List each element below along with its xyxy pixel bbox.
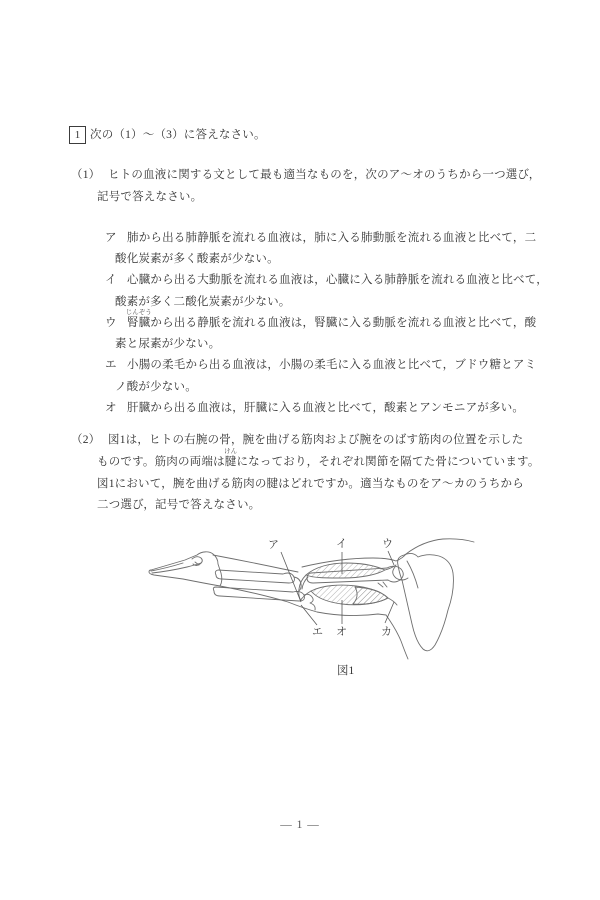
figure-label-i: イ <box>336 538 347 550</box>
option-o-marker: オ <box>105 402 117 414</box>
furigana-jinzou: じんぞう <box>125 308 152 316</box>
furigana-ken: けん <box>224 447 238 455</box>
scapula-bone <box>398 553 454 650</box>
leader-line-u <box>388 551 394 565</box>
ruby-tendon <box>224 447 238 469</box>
q2-text-line1: 図1は，ヒトの右腕の骨，腕を曲げる筋肉および腕をのばす筋肉の位置を示した <box>108 434 524 446</box>
shoulder-tendon-marks <box>378 582 387 587</box>
option-i-text-line1: 心臓から出る大動脈を流れる血液は，心臓に入る肺静脈を流れる血液と比べて， <box>127 274 548 286</box>
figure-caption: 図1 <box>337 665 355 677</box>
figure-label-a: ア <box>268 539 279 551</box>
option-a-marker: ア <box>105 232 117 244</box>
header-instruction: 次の（1）～（3）に答えなさい。 <box>90 129 266 141</box>
option-i-marker: イ <box>105 274 117 286</box>
figure-label-o: オ <box>336 626 347 638</box>
option-i-text-line2: 酸素が多く二酸化炭素が少ない。 <box>115 296 291 308</box>
figure-label-u: ウ <box>382 538 393 550</box>
option-e-text-line2: ノ酸が少ない。 <box>115 381 197 393</box>
option-a-text-line2: 酸化炭素が多く酸素が少ない。 <box>115 253 279 265</box>
option-e-text-line1: 小腸の柔毛から出る血液は，小腸の柔毛に入る血液と比べて，ブドウ糖とアミ <box>127 359 537 371</box>
option-u-marker: ウ <box>105 317 117 329</box>
option-u-text-line1 <box>125 308 537 330</box>
finger-line-2 <box>151 563 183 571</box>
figure-label-e: エ <box>312 626 323 638</box>
arm-figure <box>145 528 475 668</box>
q1-label: （1） <box>71 169 101 181</box>
radius-bone <box>215 570 294 583</box>
upper-muscle <box>306 563 385 578</box>
ruby-base-kidney: 腎臓 <box>127 317 151 329</box>
q2-label: （2） <box>71 434 101 446</box>
page-number: — 1 — <box>280 819 320 831</box>
leader-line-a <box>281 552 301 602</box>
option-a-text-line1: 肺から出る肺静脈を流れる血液は，肺に入る肺動脈を流れる血液と比べて，二 <box>127 232 537 244</box>
q2-text-line3: 図1において，腕を曲げる筋肉の腱はどれですか。適当なものをア～カのうちから <box>97 478 524 490</box>
option-u-text-line2: 素と尿素が少ない。 <box>115 338 221 350</box>
figure-label-ka: カ <box>381 626 392 638</box>
q2-line2-prefix: ものです。筋肉の両端は <box>97 456 225 468</box>
elbow-joint-lower <box>304 594 315 610</box>
option-e-marker: エ <box>105 359 117 371</box>
option-u-text-rest: から出る静脈を流れる血液は，腎臓に入る動脈を流れる血液と比べて，酸 <box>150 317 537 329</box>
q2-line2-suffix: になっており，それぞれ関節を隔てた骨についています。 <box>236 456 540 468</box>
q2-text-line2 <box>97 447 540 469</box>
q2-text-line4: 二つ選び，記号で答えなさい。 <box>97 499 261 511</box>
question-number-box: 1 <box>69 126 86 144</box>
ruby-base-tendon: 腱 <box>224 456 237 468</box>
body-contour <box>406 539 474 554</box>
option-o-text-line1: 肝臓から出る血液は，肝臓に入る血液と比べて，酸素とアンモニアが多い。 <box>127 402 525 414</box>
lower-muscle-tendon-shoulder <box>388 598 397 605</box>
q1-text-line1: ヒトの血液に関する文として最も適当なものを，次のア～オのうちから一つ選び， <box>108 169 541 181</box>
q1-text-line2: 記号で答えなさい。 <box>97 191 203 203</box>
ruby-kidney <box>125 308 152 330</box>
scapula-spine-line <box>407 561 418 588</box>
lower-muscle-shading <box>353 587 388 604</box>
leader-line-e <box>301 605 317 625</box>
